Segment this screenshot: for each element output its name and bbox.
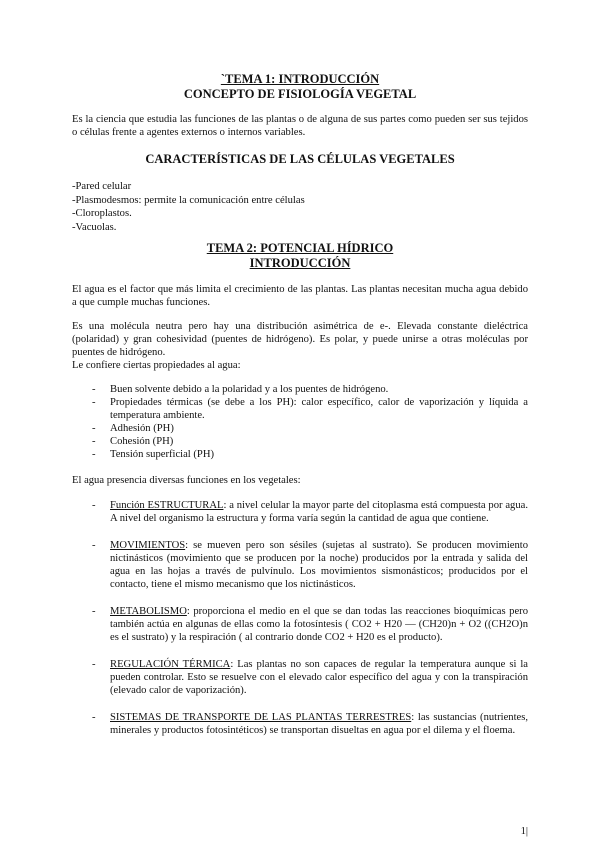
list-item: -Vacuolas. bbox=[72, 221, 117, 233]
list-item: - Función ESTRUCTURAL: a nivel celular la mayor parte del citoplasma está compuesta por agua. A nivel del organismo la estructura y forma varía según la cantidad de agua que contiene. bbox=[92, 500, 528, 524]
list-item: -Cloroplastos. bbox=[72, 208, 132, 219]
list-item: - Adhesión (PH) bbox=[92, 423, 174, 434]
function-name: SISTEMAS DE TRANSPORTE DE LAS PLANTAS TERRESTRES bbox=[110, 712, 412, 723]
list-item: - REGULACIÓN TÉRMICA: Las plantas no son capaces de regular la temperatura aunque si la pueden controlar. Esto se resuelve con el elevado calor específico del agua y con la transpiración (elevado calor de vaporización). bbox=[92, 659, 529, 696]
propiedades-list bbox=[92, 383, 528, 461]
list-item: - Propiedades térmicas (se debe a los PH): calor específico, calor de vaporización y líquida a temperatura ambiente. bbox=[92, 397, 528, 421]
caracteristicas-title: CARACTERÍSTICAS DE LAS CÉLULAS VEGETALES bbox=[145, 152, 455, 166]
function-name: METABOLISMO bbox=[110, 606, 187, 617]
tema1-title: `TEMA 1: INTRODUCCIÓN bbox=[220, 72, 380, 86]
intro-paragraph-1: El agua es el factor que más limita el crecimiento de las plantas. Las plantas necesitan mucha agua debido a que cumple muchas funciones. bbox=[72, 284, 528, 308]
tema2-title: TEMA 2: POTENCIAL HÍDRICO bbox=[206, 241, 394, 255]
list-item: -Pared celular bbox=[72, 181, 132, 192]
intro-paragraph-2: Es una molécula neutra pero hay una distribución asimétrica de e-. Elevada constante dieléctrica (polaridad) y gran cohesividad (puentes de hidrógeno). Es polar, y puede unirse a otras moléculas por puentes de hidrógeno. bbox=[72, 321, 528, 358]
page-number: 1| bbox=[520, 826, 528, 837]
tema2-subtitle: INTRODUCCIÓN bbox=[249, 256, 351, 270]
list-item: - MOVIMIENTOS: se mueven pero son sésiles (sujetas al sustrato). Se producen movimiento nictinásticos (movimiento que se producen por la noche) producidos por la entrada y salida del agua en las hojas a través de pulvínulo. Los movimientos sismonásticos; producidos por el contacto, tiene el mismo mecanismo que los nictinásticos. bbox=[92, 540, 528, 590]
funciones-list bbox=[92, 499, 528, 737]
list-item: - SISTEMAS DE TRANSPORTE DE LAS PLANTAS TERRESTRES: las sustancias (nutrientes, minerales y productos fotosintéticos) se transportan disueltas en agua por el dilema y el floema. bbox=[92, 712, 528, 736]
list-item: - Buen solvente debido a la polaridad y a los puentes de hidrógeno. bbox=[92, 384, 389, 395]
tema1-subtitle: CONCEPTO DE FISIOLOGÍA VEGETAL bbox=[183, 87, 417, 101]
function-name: Función ESTRUCTURAL bbox=[110, 500, 224, 511]
definition-paragraph: Es la ciencia que estudia las funciones de las plantas o de alguna de sus partes como pueden ser sus tejidos o células frente a agentes externos o internos variables. bbox=[72, 114, 528, 138]
intro-paragraph-3: Le confiere ciertas propiedades al agua: bbox=[72, 360, 241, 371]
funciones-intro: El agua presencia diversas funciones en los vegetales: bbox=[72, 475, 301, 486]
function-name: MOVIMIENTOS bbox=[110, 540, 186, 551]
list-item: - Cohesión (PH) bbox=[92, 436, 174, 447]
list-item: - METABOLISMO: proporciona el medio en el que se dan todas las reacciones bioquímicas pero también actúa en algunas de ellas como la fotosíntesis ( CO2 + H20 — (CH20)n + O2 ((CH2O)n es el sustrato) y la respiración ( al contrario donde CO2 + H20 es el producto). bbox=[92, 606, 528, 643]
list-item: -Plasmodesmos: permite la comunicación entre células bbox=[72, 194, 305, 206]
caracteristicas-list bbox=[72, 180, 305, 234]
list-item: - Tensión superficial (PH) bbox=[92, 449, 214, 460]
function-name: REGULACIÓN TÉRMICA bbox=[110, 659, 231, 670]
